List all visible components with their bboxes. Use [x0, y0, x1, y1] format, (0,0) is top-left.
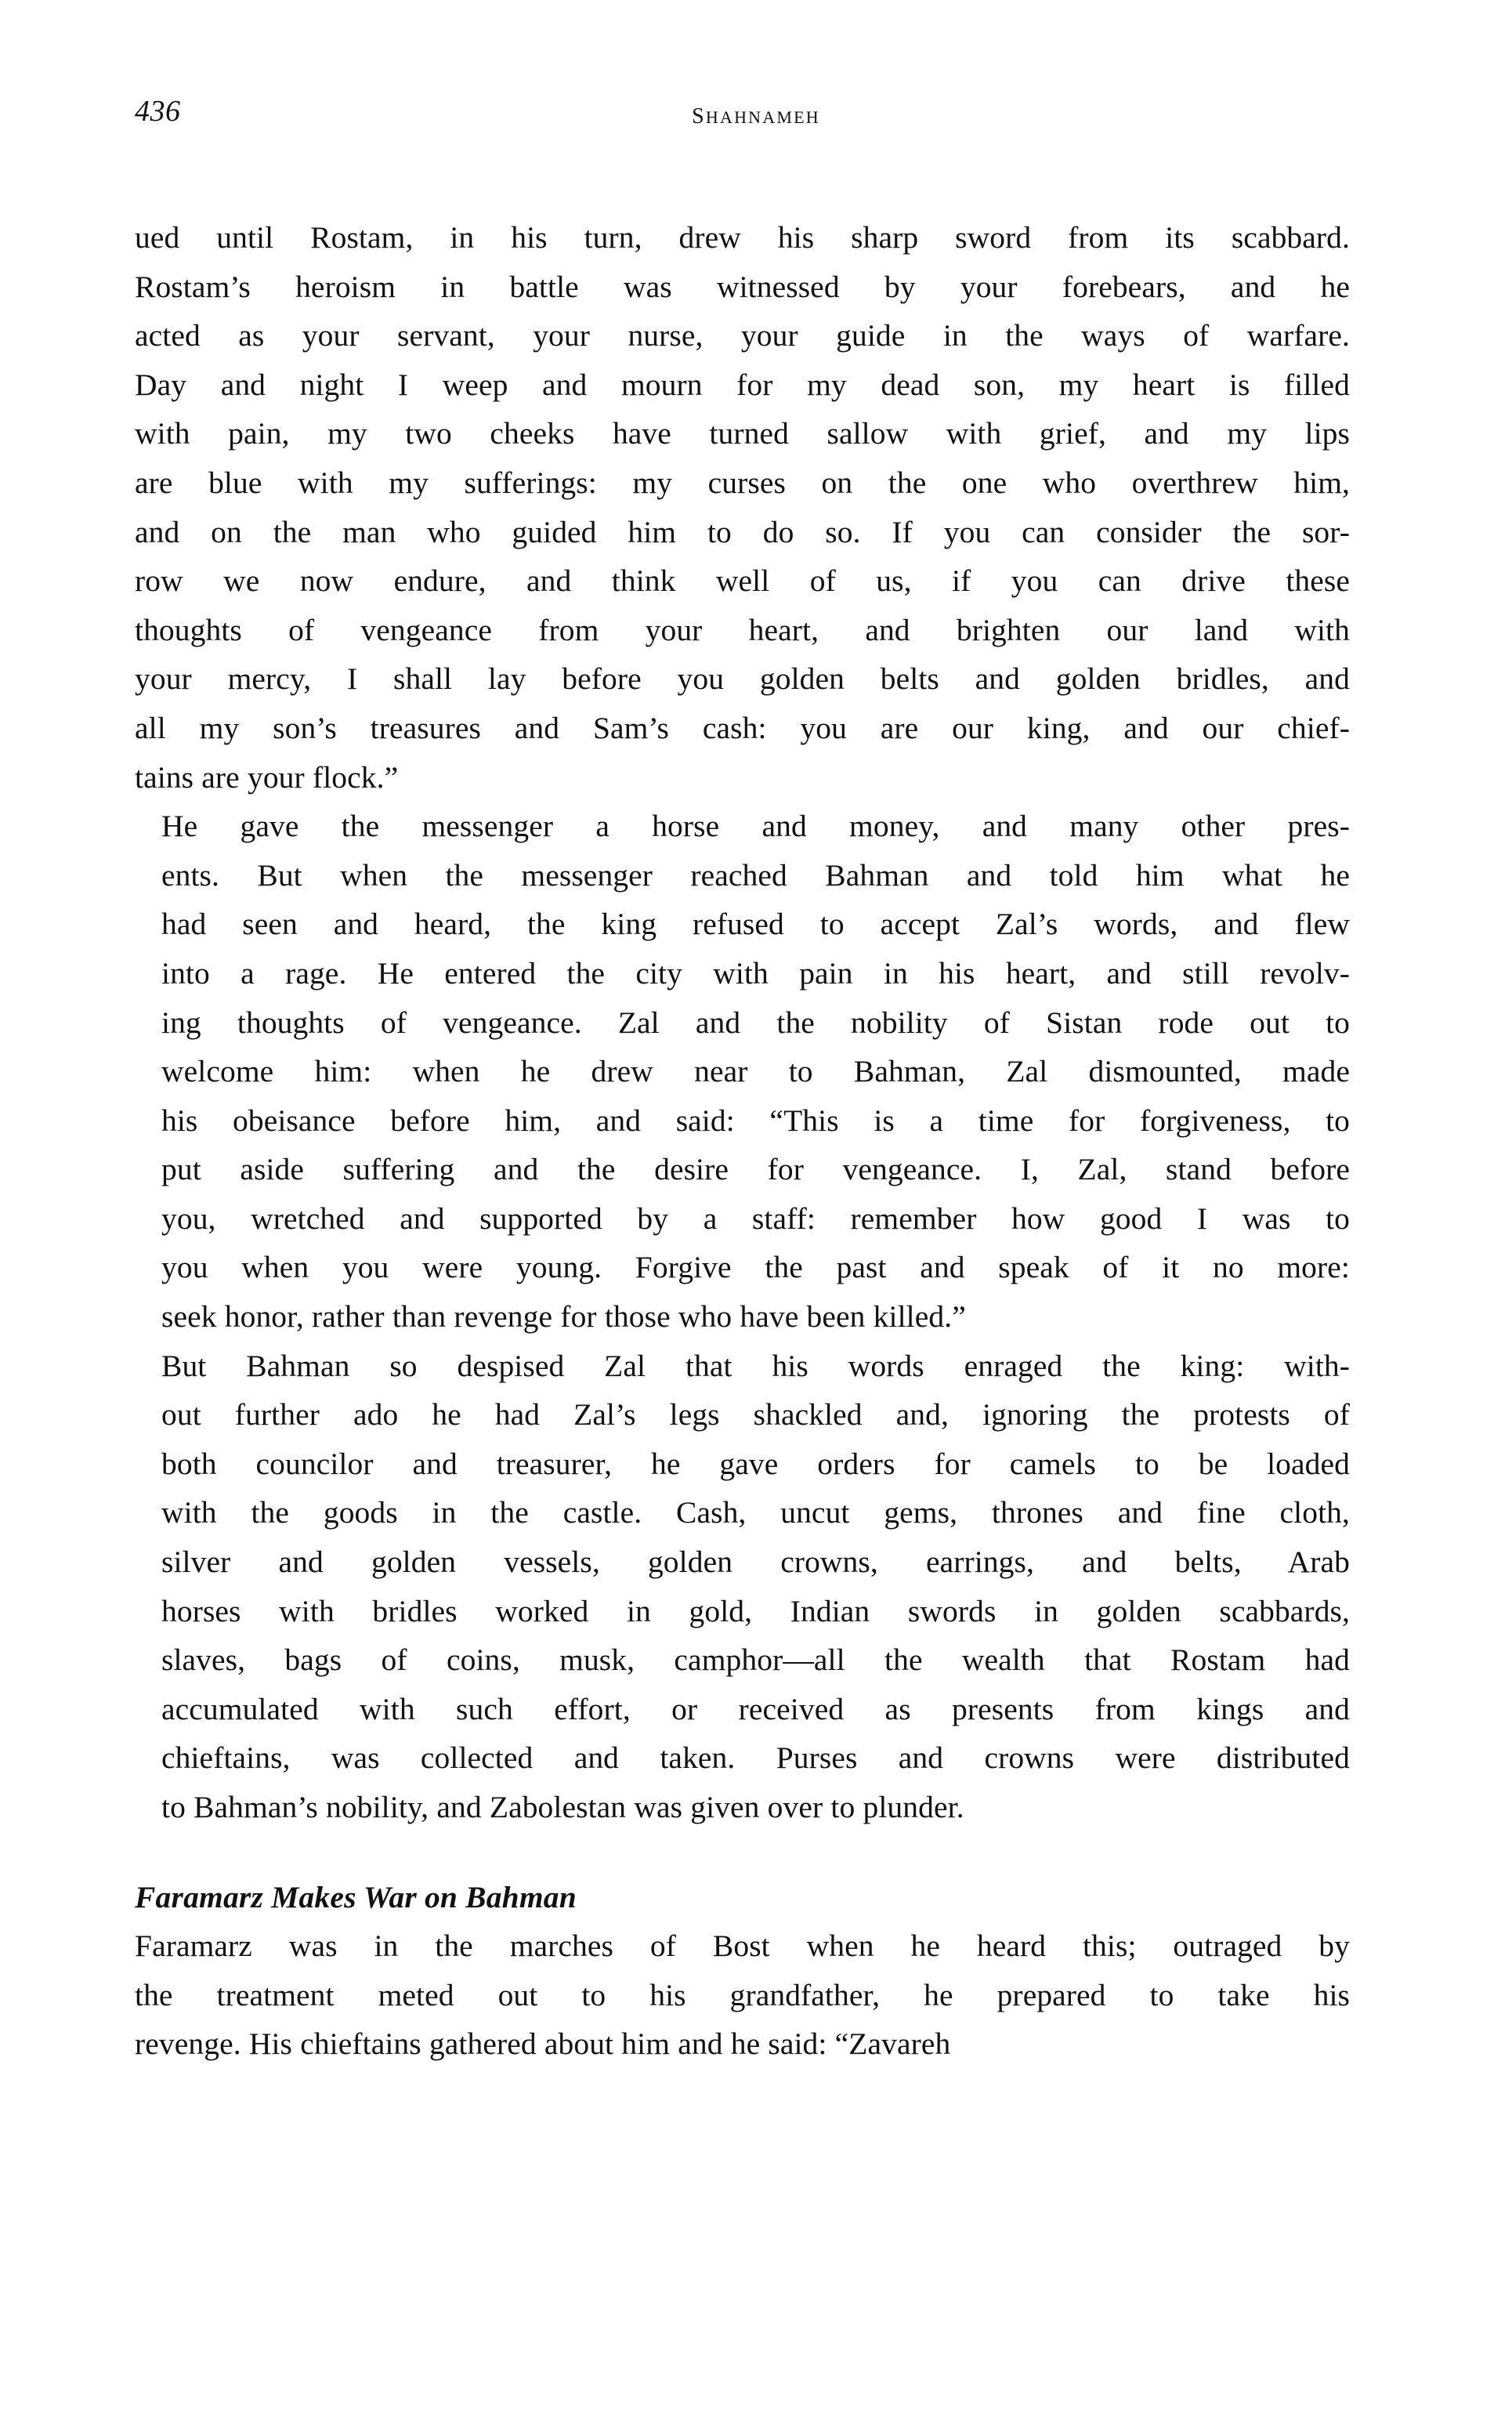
text-line: But Bahman so despised Zal that his words enraged the king: with- — [161, 1348, 1350, 1383]
text-line: and on the man who guided him to do so. If you can consider the sor- — [135, 514, 1350, 549]
text-line: are blue with my sufferings: my curses on the one who overthrew him, — [135, 465, 1350, 500]
text-line: with the goods in the castle. Cash, uncut gems, thrones and fine cloth, — [161, 1495, 1350, 1530]
text-line: into a rage. He entered the city with pain in his heart, and still revolv- — [161, 955, 1350, 991]
text-line: both councilor and treasurer, he gave orders for camels to be loaded — [161, 1446, 1350, 1481]
text-line: acted as your servant, your nurse, your guide in the ways of warfare. — [135, 318, 1350, 353]
text-line: Day and night I weep and mourn for my dead son, my heart is filled — [135, 367, 1350, 402]
text-line: horses with bridles worked in gold, Indian swords in golden scabbards, — [161, 1593, 1350, 1628]
text-line: to Bahman’s nobility, and Zabolestan was given over to plunder. — [161, 1790, 964, 1824]
paragraph — [135, 213, 1350, 802]
text-line: thoughts of vengeance from your heart, and brighten our land with — [135, 612, 1350, 647]
text-line: silver and golden vessels, golden crowns, earrings, and belts, Arab — [161, 1545, 1350, 1580]
text-line: you when you were young. Forgive the past and speak of it no more: — [161, 1250, 1350, 1285]
text-line: ued until Rostam, in his turn, drew his sharp sword from its scabbard. — [135, 220, 1350, 255]
text-line: ents. But when the messenger reached Bahman and told him what he — [161, 857, 1350, 893]
text-line: tains are your flock.” — [135, 759, 399, 795]
text-line: out further ado he had Zal’s legs shackled and, ignoring the protests of — [161, 1397, 1350, 1432]
text-line: the treatment meted out to his grandfather, he prepared to take his — [135, 1977, 1350, 2012]
text-line: his obeisance before him, and said: “This is a time for forgiveness, to — [161, 1103, 1350, 1138]
page-number: 436 — [135, 95, 181, 128]
text-line: put aside suffering and the desire for vengeance. I, Zal, stand before — [161, 1152, 1350, 1187]
text-block — [135, 213, 1350, 2069]
text-line: with pain, my two cheeks have turned sallow with grief, and my lips — [135, 416, 1350, 451]
text-line: Faramarz was in the marches of Bost when he heard this; outraged by — [135, 1929, 1350, 1964]
text-line: had seen and heard, the king refused to accept Zal’s words, and flew — [161, 907, 1350, 942]
text-line: chieftains, was collected and taken. Purses and crowns were distributed — [161, 1740, 1350, 1776]
heading-spacer — [135, 1832, 1350, 1873]
text-line: you, wretched and supported by a staff: remember how good I was to — [161, 1201, 1350, 1236]
text-line: revenge. His chieftains gathered about him and he said: “Zavareh — [135, 2026, 951, 2062]
paragraph — [135, 1342, 1350, 1832]
paragraph — [135, 1921, 1350, 2069]
text-line: He gave the messenger a horse and money, and many other pres- — [161, 809, 1350, 844]
text-line: welcome him: when he drew near to Bahman, Zal dismounted, made — [161, 1054, 1350, 1089]
running-head — [135, 92, 1349, 139]
text-line: your mercy, I shall lay before you golden belts and golden bridles, and — [135, 661, 1350, 697]
text-line: Rostam’s heroism in battle was witnessed by your forebears, and he — [135, 269, 1350, 304]
text-line: all my son’s treasures and Sam’s cash: you are our king, and our chief- — [135, 710, 1350, 745]
text-line: ing thoughts of vengeance. Zal and the nobility of Sistan rode out to — [161, 1005, 1350, 1040]
text-line: row we now endure, and think well of us, if you can drive these — [135, 563, 1350, 599]
paragraph — [135, 802, 1350, 1342]
text-line: seek honor, rather than revenge for those who have been killed.” — [161, 1299, 966, 1335]
text-line: slaves, bags of coins, musk, camphor—all the wealth that Rostam had — [161, 1642, 1350, 1678]
section-heading: Faramarz Makes War on Bahman — [135, 1879, 577, 1914]
book-title: shahnameh — [692, 95, 820, 130]
text-line: accumulated with such effort, or received as presents from kings and — [161, 1691, 1350, 1726]
